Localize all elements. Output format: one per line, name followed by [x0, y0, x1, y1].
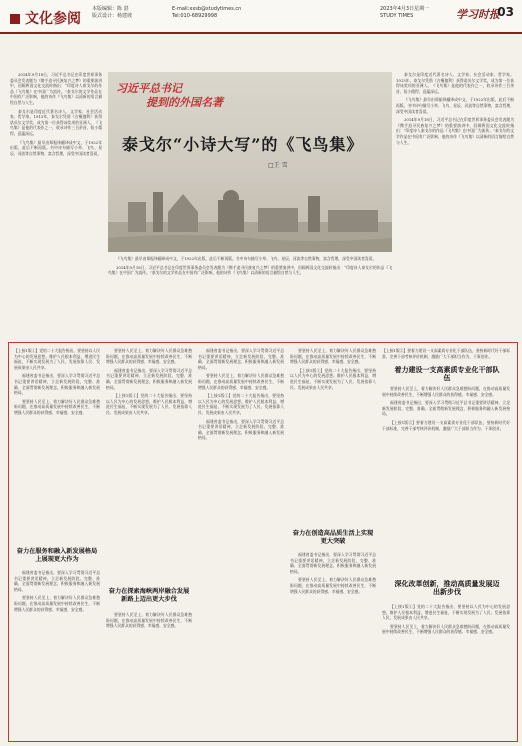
section-title: 文化参阅: [10, 8, 81, 28]
lower-column-5b: 【上接1版①】党的二十大报告指出，要坚持以人民为中心的发展思想。维护人民根本利益，增进民生福祉，不断实现发展为了人民、发展依靠人民、发展成果由人民共享。 要坚持人民至上，着力解决好人民群众急难愁盼问题，在推动高质量发展中持续改善民生，不断增强人民群众的获得感、幸福感、安全感。: [382, 604, 510, 635]
lower-column-5-lead: 【上接1版②】要着力建设一支高素质专业化干部队伍，坚持新时代好干部标准，完善干部考核评价机制，激励广大干部担当作为、干事创业。: [382, 348, 510, 359]
page-number: 03: [497, 5, 514, 19]
lower-column-4b: 福建省委书记指出，要深入学习贯彻习近平总书记重要讲话精神，立足新发展阶段，完整、准确、全面贯彻新发展理念，积极服务和融入新发展格局。 要坚持人民至上，着力解决好人民群众急难愁盼问题，在推动高质量发展中持续改善民生，不断增强人民群众的获得感、幸福感、安全感。: [290, 552, 376, 594]
feature-banner: [108, 72, 392, 252]
lower-column-3: 福建省委书记指出，要深入学习贯彻习近平总书记重要讲话精神，立足新发展阶段，完整、准确、全面贯彻新发展理念，积极服务和融入新发展格局。 要坚持人民至上，着力解决好人民群众急难愁盼问题，在推动高质量发展中持续改善民生，不断增强人民群众的获得感、幸福感、安全感。 【上接1版①】党的二十大报告指出，要坚持以人民为中心的发展思想。维护人民根本利益，增进民生福祉，不断实现发展为了人民、发展依靠人民、发展成果由人民共享。 福建省委书记指出，要深入学习贯彻习近平总书记重要讲话精神，立足新发展阶段，完整、准确、全面贯彻新发展理念，积极服务和融入新发展格局。: [198, 348, 284, 441]
brand-logo: 学习时报: [456, 8, 500, 21]
editor-info: 本版编辑：陈 湛 版式设计：杨建坡: [92, 6, 133, 19]
lower-heading-4: 着力建设一支高素质专业化干部队伍: [394, 365, 500, 382]
contact-info: E-mail:xxsb@studytimes.cn Tel:010-68929998: [172, 6, 242, 19]
page-header: [0, 0, 522, 34]
feature-byline: □王 雪: [268, 162, 288, 169]
lower-heading-2: 奋力在探索海峡两岸融合发展新路上迈出更大步伐: [108, 588, 190, 603]
lower-column-5: 要坚持人民至上，着力解决好人民群众急难愁盼问题，在推动高质量发展中持续改善民生，不断增强人民群众的获得感、幸福感、安全感。 福建省委书记指出，要深入学习贯彻习近平总书记重要讲话精神，立足新发展阶段，完整、准确、全面贯彻新发展理念，积极服务和融入新发展格局。 【上接1版②】要着力建设一支高素质专业化干部队伍，坚持新时代好干部标准，完善干部考核评价机制，激励广大干部担当作为、干事创业。: [382, 386, 510, 431]
cityscape-illustration: [108, 182, 392, 252]
lower-column-1b: 福建省委书记指出，要深入学习贯彻习近平总书记重要讲话精神，立足新发展阶段，完整、准确、全面贯彻新发展理念，积极服务和融入新发展格局。 要坚持人民至上，着力解决好人民群众急难愁盼问题，在推动高质量发展中持续改善民生，不断增强人民群众的获得感、幸福感、安全感。: [14, 570, 100, 612]
lower-column-2b: 要坚持人民至上，着力解决好人民群众急难愁盼问题，在推动高质量发展中持续改善民生，不断增强人民群众的获得感、幸福感、安全感。: [106, 612, 192, 629]
lower-column-2: 要坚持人民至上，着力解决好人民群众急难愁盼问题，在推动高质量发展中持续改善民生，不断增强人民群众的获得感、幸福感、安全感。 福建省委书记指出，要深入学习贯彻习近平总书记重要讲话精神，立足新发展阶段，完整、准确、全面贯彻新发展理念，积极服务和融入新发展格局。 【上接1版①】党的二十大报告指出，要坚持以人民为中心的发展思想。维护人民根本利益，增进民生福祉，不断实现发展为了人民、发展依靠人民、发展成果由人民共享。: [106, 348, 192, 415]
article-column-left: 2014年9月18日，习近平总书记在印度世界事务委员会发表题为《携手追寻民族复兴之梦》的重要演讲中，回顾两国文化交流时指出：“印度诗人泰戈尔的作品《飞鸟集》在中国广为流传。”泰戈尔的文学作品在中国有广泛影响，他的诗作《飞鸟集》以清新的语言描绘自然与人生。 泰戈尔是印度近代著名诗人、文学家、社会活动家、哲学家。1913年，泰戈尔凭借《吉檀迦利》获得诺贝尔文学奖，成为第一位获得该奖项的亚洲人。《飞鸟集》是他的代表作之一，收录诗作三百余首，短小精悍，意蕴深远。 《飞鸟集》最早由郑振铎翻译成中文，于1922年出版，此后不断再版。书中诗句描写小草、飞鸟、星辰、河流等自然事物，富含哲理，深受中国读者喜爱。: [10, 72, 102, 156]
lower-column-4: 要坚持人民至上，着力解决好人民群众急难愁盼问题，在推动高质量发展中持续改善民生，不断增强人民群众的获得感、幸福感、安全感。 【上接1版①】党的二十大报告指出，要坚持以人民为中心的发展思想。维护人民根本利益，增进民生福祉，不断实现发展为了人民、发展依靠人民、发展成果由人民共享。: [290, 348, 376, 390]
lower-heading-5: 深化改革创新，推动高质量发展迈出新步伐: [394, 579, 500, 596]
lower-heading-1: 奋力在服务和融入新发展格局上展现更大作为: [16, 548, 98, 563]
feature-kicker: 习近平总书记: [116, 82, 182, 95]
section-marker-icon: [10, 14, 20, 24]
feature-kicker-2: 提到的外国名著: [146, 96, 223, 109]
article-column-right: 泰戈尔是印度近代著名诗人、文学家、社会活动家、哲学家。1913年，泰戈尔凭借《吉檀迦利》获得诺贝尔文学奖，成为第一位获得该奖项的亚洲人。《飞鸟集》是他的代表作之一，收录诗作三百余首，短小精悍，意蕴深远。 《飞鸟集》最早由郑振铎翻译成中文，于1922年出版，此后不断再版。书中诗句描写小草、飞鸟、星辰、河流等自然事物，富含哲理，深受中国读者喜爱。 2014年9月18日，习近平总书记在印度世界事务委员会发表题为《携手追寻民族复兴之梦》的重要演讲中，回顾两国文化交流时指出：“印度诗人泰戈尔的作品《飞鸟集》在中国广为流传。”泰戈尔的文学作品在中国有广泛影响，他的诗作《飞鸟集》以清新的语言描绘自然与人生。: [396, 72, 514, 145]
article-column-under-banner: 《飞鸟集》最早由郑振铎翻译成中文，于1922年出版，此后不断再版。书中诗句描写小草、飞鸟、星辰、河流等自然事物，富含哲理，深受中国读者喜爱。 2014年9月18日，习近平总书记在印度世界事务委员会发表题为《携手追寻民族复兴之梦》的重要演讲中，回顾两国文化交流时指出：“印度诗人泰戈尔的作品《飞鸟集》在中国广为流传。”泰戈尔的文学作品在中国有广泛影响，他的诗作《飞鸟集》以清新的语言描绘自然与人生。: [108, 256, 392, 276]
lower-heading-3: 奋力在创造高品质生活上实现更大突破: [292, 530, 374, 545]
issue-date: 2023年4月3日星期一 STUDY TIMES: [380, 6, 430, 19]
feature-title: 泰戈尔“小诗大写”的《飞鸟集》: [122, 135, 364, 154]
lower-column-1: 【上接1版①】党的二十大报告指出，要坚持以人民为中心的发展思想。维护人民根本利益，增进民生福祉，不断实现发展为了人民、发展依靠人民、发展成果由人民共享。 福建省委书记指出，要深入学习贯彻习近平总书记重要讲话精神，立足新发展阶段，完整、准确、全面贯彻新发展理念，积极服务和融入新发展格局。 要坚持人民至上，着力解决好人民群众急难愁盼问题，在推动高质量发展中持续改善民生，不断增强人民群众的获得感、幸福感、安全感。: [14, 348, 100, 415]
